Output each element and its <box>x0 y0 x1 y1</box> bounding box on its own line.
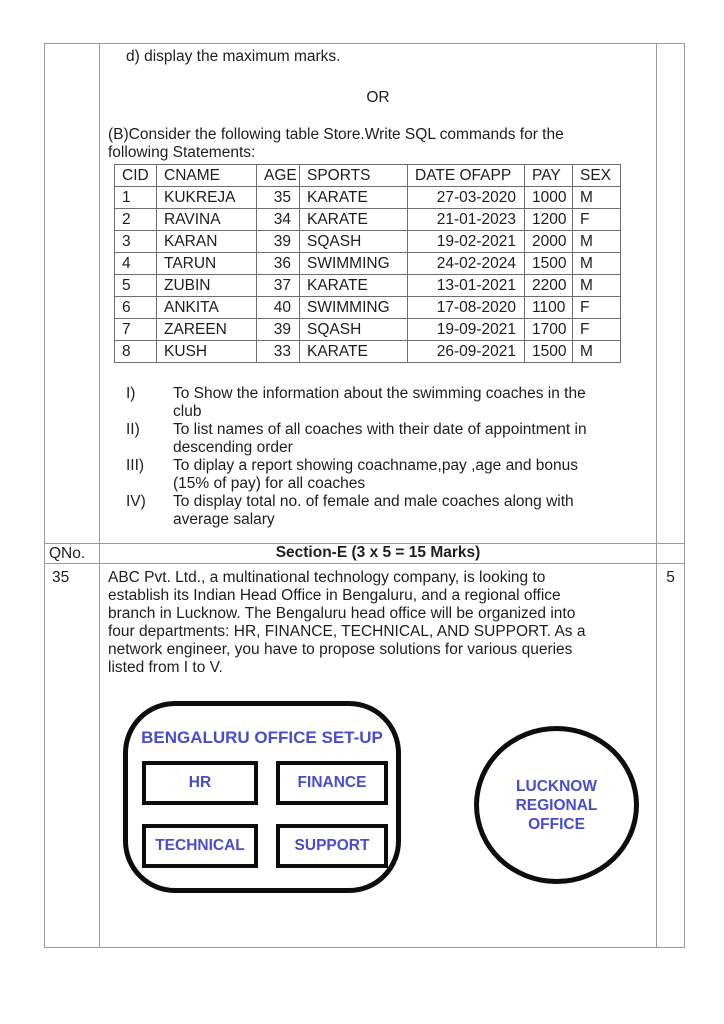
store-table-cell: 4 <box>115 253 157 275</box>
store-table-cell: 1500 <box>525 341 573 363</box>
store-table-cell: KARATE <box>300 187 408 209</box>
store-table-cell: 35 <box>257 187 300 209</box>
lucknow-label-line: REGIONAL <box>515 796 598 814</box>
question-paper-grid <box>44 43 685 948</box>
bengaluru-office-shape <box>123 701 401 893</box>
store-table-cell: TARUN <box>157 253 257 275</box>
store-table-row <box>115 275 621 297</box>
store-table-cell: 6 <box>115 297 157 319</box>
store-table-cell: 1200 <box>525 209 573 231</box>
store-table-cell: 19-02-2021 <box>408 231 525 253</box>
store-table-cell: 13-01-2021 <box>408 275 525 297</box>
store-table-header-cell: PAY <box>525 165 573 187</box>
store-table-cell: 37 <box>257 275 300 297</box>
store-table-cell: SQASH <box>300 231 408 253</box>
store-table-row <box>115 187 621 209</box>
qno-empty-cell <box>45 44 100 544</box>
store-table-cell: ANKITA <box>157 297 257 319</box>
question-35-content <box>100 564 657 948</box>
marks-empty-cell <box>657 44 685 544</box>
marks-empty-cell <box>657 544 685 564</box>
section-heading: Section-E (3 x 5 = 15 Marks) <box>100 544 657 564</box>
store-table-cell: 3 <box>115 231 157 253</box>
store-table-cell: SWIMMING <box>300 297 408 319</box>
store-table <box>114 164 621 363</box>
statement-list <box>108 385 648 529</box>
store-table-header-cell: SEX <box>573 165 621 187</box>
store-table-cell: 36 <box>257 253 300 275</box>
department-box-hr: HR <box>142 761 258 805</box>
store-table-cell: 39 <box>257 231 300 253</box>
store-table-cell: 21-01-2023 <box>408 209 525 231</box>
store-table-cell: SQASH <box>300 319 408 341</box>
bengaluru-office-title: BENGALURU OFFICE SET-UP <box>141 728 383 747</box>
statement-text: To Show the information about the swimming coaches in the club <box>173 385 586 420</box>
statement-item <box>126 421 648 457</box>
store-table-body <box>115 187 621 363</box>
store-table-row <box>115 297 621 319</box>
network-diagram <box>108 701 648 901</box>
store-table-row <box>115 341 621 363</box>
store-table-row <box>115 319 621 341</box>
statement-numeral: III) <box>126 457 145 474</box>
store-table-cell: KUSH <box>157 341 257 363</box>
store-table-cell: 1000 <box>525 187 573 209</box>
lucknow-office-shape <box>474 726 639 884</box>
store-table-header-cell: SPORTS <box>300 165 408 187</box>
question-35-row <box>45 564 685 948</box>
store-table-cell: SWIMMING <box>300 253 408 275</box>
store-table-cell: F <box>573 319 621 341</box>
store-table-cell: 27-03-2020 <box>408 187 525 209</box>
store-table-cell: 33 <box>257 341 300 363</box>
store-table-cell: 26-09-2021 <box>408 341 525 363</box>
store-table-cell: 5 <box>115 275 157 297</box>
store-table-cell: M <box>573 275 621 297</box>
store-table-header <box>115 165 621 187</box>
store-table-cell: 2000 <box>525 231 573 253</box>
store-table-cell: 19-09-2021 <box>408 319 525 341</box>
store-table-header-cell: CNAME <box>157 165 257 187</box>
store-table-cell: 40 <box>257 297 300 319</box>
store-table-header-row <box>115 165 621 187</box>
store-table-row <box>115 231 621 253</box>
statement-text: To list names of all coaches with their date of appointment in descending order <box>173 421 587 456</box>
store-table-cell: 24-02-2024 <box>408 253 525 275</box>
question-35-marks: 5 <box>657 564 685 948</box>
department-grid <box>142 761 396 868</box>
question-number: 35 <box>45 564 100 948</box>
store-table-cell: 34 <box>257 209 300 231</box>
option-d-text: d) display the maximum marks. <box>126 48 341 65</box>
store-table-cell: 2 <box>115 209 157 231</box>
store-table-cell: M <box>573 231 621 253</box>
store-table-cell: 7 <box>115 319 157 341</box>
statement-text: To diplay a report showing coachname,pay ,age and bonus (15% of pay) for all coaches <box>173 457 578 492</box>
store-table-cell: 1 <box>115 187 157 209</box>
store-table-cell: F <box>573 297 621 319</box>
section-heading-row <box>45 544 685 564</box>
question-34b-content <box>100 44 657 544</box>
store-table-cell: 1100 <box>525 297 573 319</box>
store-table-cell: KARATE <box>300 275 408 297</box>
question-35-text: ABC Pvt. Ltd., a multinational technology company, is looking to establish its Indian Head Office in Bengaluru, and a regional office branch in Lucknow. The Bengaluru head office will be organized into four departments: HR, FINANCE, TECHNICAL, AND SUPPORT. As a network engineer, you have to propose solutions for various queries listed from I to V. <box>108 569 586 676</box>
store-table-cell: KUKREJA <box>157 187 257 209</box>
statement-item <box>126 457 648 493</box>
store-table-header-cell: DATE OFAPP <box>408 165 525 187</box>
statement-numeral: II) <box>126 421 140 438</box>
store-table-cell: 8 <box>115 341 157 363</box>
store-table-cell: RAVINA <box>157 209 257 231</box>
store-table-cell: M <box>573 253 621 275</box>
statement-numeral: IV) <box>126 493 146 510</box>
store-table-cell: M <box>573 187 621 209</box>
store-table-header-cell: CID <box>115 165 157 187</box>
lucknow-label-line: OFFICE <box>528 815 585 833</box>
statement-item <box>126 493 648 529</box>
part-b-intro: (B)Consider the following table Store.Write SQL commands for the following Statements: <box>108 126 564 161</box>
department-box-support: SUPPORT <box>276 824 388 868</box>
store-table-cell: ZAREEN <box>157 319 257 341</box>
department-box-finance: FINANCE <box>276 761 388 805</box>
store-table-cell: M <box>573 341 621 363</box>
store-table-cell: 2200 <box>525 275 573 297</box>
store-table-row <box>115 209 621 231</box>
store-table-cell: F <box>573 209 621 231</box>
store-table-cell: 39 <box>257 319 300 341</box>
store-table-cell: KARATE <box>300 209 408 231</box>
or-separator: OR <box>366 89 390 106</box>
store-table-cell: 17-08-2020 <box>408 297 525 319</box>
store-table-header-cell: AGE <box>257 165 300 187</box>
lucknow-label-line: LUCKNOW <box>516 777 597 795</box>
statement-text: To display total no. of female and male coaches along with average salary <box>173 493 574 528</box>
store-table-row <box>115 253 621 275</box>
store-table-cell: KARAN <box>157 231 257 253</box>
department-box-technical: TECHNICAL <box>142 824 258 868</box>
store-table-cell: 1700 <box>525 319 573 341</box>
store-table-cell: 1500 <box>525 253 573 275</box>
store-table-cell: KARATE <box>300 341 408 363</box>
question-34b-row <box>45 44 685 544</box>
store-table-cell: ZUBIN <box>157 275 257 297</box>
qno-header: QNo. <box>45 544 100 564</box>
statement-numeral: I) <box>126 385 136 402</box>
statement-item <box>126 385 648 421</box>
